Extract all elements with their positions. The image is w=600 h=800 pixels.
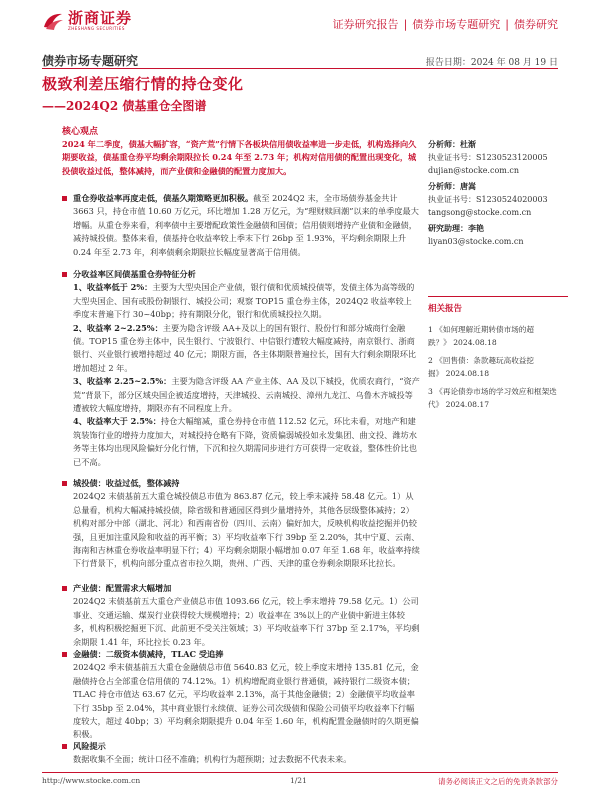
section-text: 截至 2024Q2 末，全市场债券基金共计 3663 只，持仓市值 10.60 万亿元，环比增加 1.28 万亿元，为“理财赎回潮”以来的单季度最大增幅。从重仓券来看，利率债中主要增配政策性金融债和国债；信用债则增持产业债和金融债，减持城投债。整体来看，债基持仓收益率较上季末下行 26bp 至 1.93%，平均剩余期限上升 0.24 年至 2.73 年，利率债剩余期限拉长幅度显著高于信用债。 — [73, 193, 419, 257]
related-report-item[interactable] — [428, 385, 568, 412]
analyst-label: 分析师： — [428, 139, 460, 149]
section-title: 产业债：配置需求大幅增加 — [73, 583, 172, 593]
band-text-3: 主要为隐含评级 AA 产业主体、AA 及以下城投，优质农商行，“资产荒”背景下，部分区域央国企被适度增持，天津城投、云南城投、漳州九龙江、乌鲁木齐城投等遭被较大幅度增持，期限亦有不同程度上升。 — [73, 376, 420, 414]
band-text-2: 主要为隐含评级 AA+及以上的国有银行、股份行和部分城商行金融债。TOP15 重仓券主体中，民生银行、宁波银行、中信银行遭较大幅度减持，南京银行、浙商银行、兴业银行被增持超过 40 亿元；期限方面，各主体期限普遍拉长，国有大行剩余期限环比增加超过 2 年。 — [73, 322, 417, 373]
section-bullet-icon — [62, 652, 67, 657]
section-text: 2024Q2 末债基前五大重仓城投债总市值为 863.87 亿元，较上季末减持 58.48 亿元。1）从总量看，机构大幅减持城投债，除省级和普通园区得到少量增持外，其他各层级整体减持；2）机构对部分中部（湖北、河北）和西南省份（四川、云南）偏好加大，反映机构收益挖掘并仍较强，且更加注重风险和收益的再平衡；3）平均收益率下行 39bp 至 2.20%，其中宁夏、云南、海南和吉林重仓券收益率明显下行；4）平均剩余期限小幅增加 0.07 年至 1.68 年，收益率持续下行背景下，机构向部分重点省市拉久期，贵州、广西、天津的重仓券剩余期限环比拉长。 — [73, 491, 420, 569]
section-bullet-icon — [62, 744, 67, 749]
report-title: 极致利差压缩行情的持仓变化 — [42, 75, 244, 93]
band-text-1: 主要为大型央国企产业债，银行债和优质城投债等，发债主体为高等级的大型央国企、国有或股份制银行、城投公司；观察 TOP15 重仓券主体，2024Q2 收益率较上季度末普遍下行 30~40bp；持有期限分化，银行和优质城投拉久期。 — [73, 282, 415, 320]
analyst-email[interactable]: tangsong@stocke.com.cn — [428, 208, 532, 218]
section-bullet-icon — [62, 586, 67, 591]
related-num: 3 — [428, 386, 433, 396]
section-bullet-icon — [62, 481, 67, 486]
analyst-name: 杜渐 — [460, 139, 476, 149]
assistant-name: 李艳 — [468, 223, 484, 233]
section-text: 2024Q2 季末债基前五大重仓金融债总市值 5640.83 亿元，较上季度末增持 135.81 亿元，金融债持仓占全部重仓信用债的 74.12%。1）机构增配商业银行普通债，减持银行二级资本债；TLAC 持仓市值达 63.67 亿元，平均收益率 2.13%，高于其他金融债；2）金融债平均收益率下行 35bp 至 2.04%，其中商业银行永续债、证券公司次级债和保险公司债平均收益率下行幅度较大，超过 40bp；3）平均剩余期限提升 0.04 年至 1.60 年，机构配置金融债时的久期更偏积极。 — [73, 662, 419, 740]
section-title: 城投债：收益过低，整体减持 — [73, 478, 180, 488]
logo-mark-icon — [42, 11, 64, 31]
section-title: 分收益率区间债基重仓券特征分析 — [73, 269, 196, 279]
analyst-cert: 执业证书号：S1230524020003 — [428, 195, 548, 205]
sidebar-divider — [428, 296, 568, 297]
report-subtitle: ——2024Q2 债基重仓全图谱 — [42, 99, 207, 113]
band-title-2: 2、收益率 2~2.25%： — [73, 322, 163, 333]
section-text: 数据收集不全面；统计口径不准确；机构行为超预期；过去数据不代表未来。 — [73, 754, 352, 765]
band-title-3: 3、收益率 2.25~2.5%： — [73, 376, 172, 387]
related-date: 2024.08.17 — [445, 400, 490, 410]
related-reports-list — [428, 323, 568, 411]
related-title: 《回售债：条款趣玩高收益挖掘》 — [428, 355, 534, 379]
page-number: 1/21 — [290, 776, 307, 785]
report-date: 报告日期：2024 年 08 月 19 日 — [425, 58, 558, 68]
footer-url[interactable]: http://www.stocke.com.cn — [42, 776, 141, 785]
section-title: 金融债：二级资本债减持，TLAC 受追捧 — [73, 649, 224, 659]
related-report-item[interactable] — [428, 323, 568, 350]
footer-disclaimer: 请务必阅读正文之后的免责条款部分 — [438, 777, 558, 786]
section-financial-bonds — [62, 648, 420, 742]
analyst-email[interactable]: dujian@stocke.com.cn — [428, 166, 520, 176]
section-title: 风险提示 — [73, 741, 106, 751]
report-header — [0, 0, 600, 42]
analyst-name: 唐嵩 — [460, 181, 476, 191]
section-holdings-overview — [62, 192, 420, 259]
research-assistant — [428, 222, 568, 248]
band-text-4: 持仓大幅缩减，重仓券持仓市值 112.52 亿元，环比未看，对地产和建筑装饰行业的增持力度加大，对城投持仓略有下降，资质偏弱城投如永发集团、曲文投、潍坊水务等主体均出现风险偏好分化行情，下沉和拉久期需同步进行方可获得一定收益，整体性价比也已不高。 — [73, 416, 417, 467]
brand-logo — [42, 10, 132, 31]
section-text: 2024Q2 末债基前五大重仓产业债总市值 1093.66 亿元，较上季末增持 79.58 亿元。1）公司事业、交通运输、煤炭行业获得较大规模增持；2）收益率在 3%以上的产业债中新进主体较多，机构积极挖掘更下沉、此前更不受关注领域；3）平均收益率下行 37bp 至 2.17%，平均剩余期限 1.41 年，环比拉长 0.23 年。 — [73, 596, 420, 647]
related-num: 2 — [428, 355, 433, 365]
header-divider — [42, 68, 558, 69]
section-industrial-bonds — [62, 582, 420, 649]
nav-item-report: 证券研究报告 — [332, 18, 399, 31]
band-title-4: 4、收益率大于 2.5%： — [73, 416, 161, 427]
analyst-cert: 执业证书号：S1230523120005 — [428, 153, 548, 163]
assistant-email[interactable]: liyan03@stocke.com.cn — [428, 237, 524, 247]
section-bullet-icon — [62, 196, 67, 201]
related-report-item[interactable] — [428, 354, 568, 381]
core-view-heading: 核心观点 — [62, 127, 99, 137]
related-reports-heading: 相关报告 — [428, 304, 463, 314]
related-title: 《如何理解近期转债市场的超跌？》 — [428, 325, 534, 348]
section-title: 重仓券收益率再度走低，债基久期策略更加积极。 — [73, 193, 254, 203]
related-date: 2024.08.18 — [445, 369, 490, 379]
section-bullet-icon — [62, 272, 67, 277]
logo-text: 浙商证券 — [68, 9, 133, 27]
nav-item-topic: 债券市场专题研究 — [412, 18, 501, 31]
section-urban-investment — [62, 477, 420, 571]
core-summary: 2024 年二季度，债基大幅扩容，“资产荒”行情下各板块信用债收益率进一步走低，机构选择向久期要收益，债基重仓券平均剩余期限拉长 0.24 年至 2.73 年；机构对信用债的配置出现变化，城投债收益过低，整体减持，而产业债和金融债的配置力度加大。 — [62, 139, 417, 176]
analyst-label: 分析师： — [428, 181, 460, 191]
related-date: 2024.08.18 — [453, 338, 497, 348]
analyst-2 — [428, 180, 568, 220]
section-yield-bands — [62, 268, 420, 469]
band-title-1: 1、收益率低于 2%： — [73, 282, 153, 293]
footer-divider — [42, 772, 558, 773]
assistant-label: 研究助理： — [428, 223, 468, 233]
related-num: 1 — [428, 325, 433, 334]
logo-subtext: ZHESHANG SECURITIES — [68, 26, 125, 31]
report-category: 债券市场专题研究 — [42, 54, 139, 68]
section-risk-warning — [62, 740, 420, 767]
report-type-nav: 证券研究报告 | 债券市场专题研究 | 债券研究 — [332, 18, 558, 31]
related-title: 《再论债券市场的学习效应和框架迭代》 — [428, 386, 557, 410]
nav-item-research: 债券研究 — [514, 18, 558, 31]
analyst-1 — [428, 138, 568, 178]
